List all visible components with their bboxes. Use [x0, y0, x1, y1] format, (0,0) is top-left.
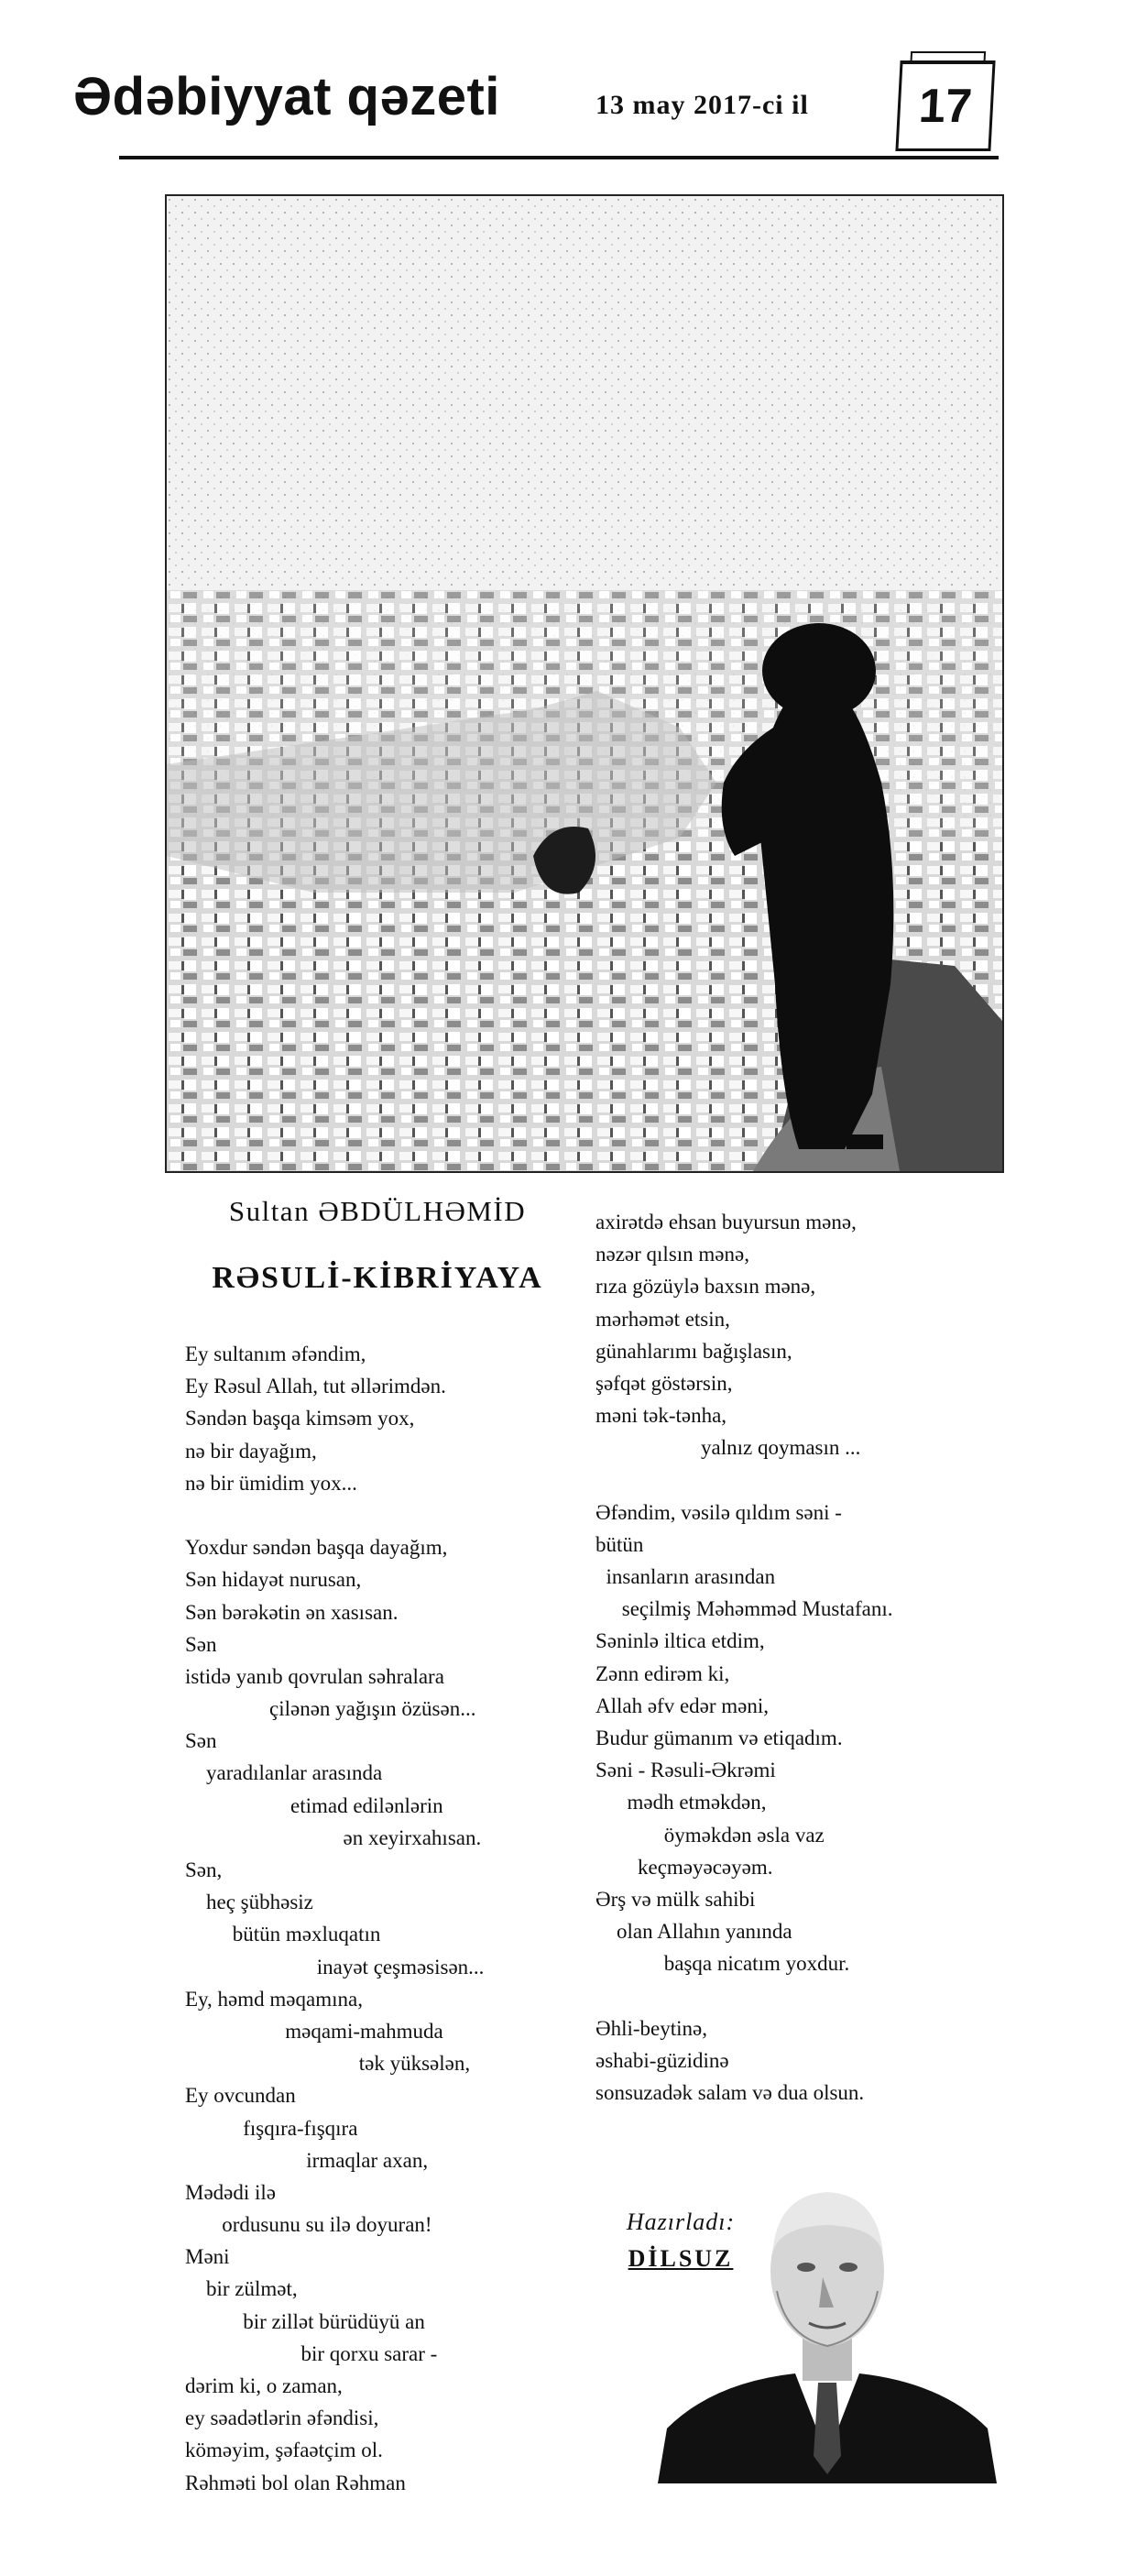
article-author: Sultan ƏBDÜLHƏMİD: [228, 1195, 527, 1227]
poem-line: [595, 1464, 999, 1496]
poem-line: Əfəndim, vəsilə qıldım səni -: [595, 1500, 842, 1524]
city-view-photo: [165, 194, 1004, 1173]
poem-line: nə bir dayağım,: [185, 1439, 317, 1463]
poem-line: yaradılanlar arasında: [185, 1761, 383, 1785]
poem-line: öyməkdən əsla vaz: [595, 1823, 825, 1847]
poem-left-column: [185, 1338, 570, 2499]
poem-line: olan Allahın yanında: [595, 1920, 792, 1944]
poem-line: ey səadətlərin əfəndisi,: [185, 2406, 379, 2430]
poem-line: nəzər qılsın mənə,: [595, 1243, 749, 1266]
poem-line: köməyim, şəfaətçim ol.: [185, 2439, 383, 2462]
poem-line: məqami-mahmuda: [185, 2019, 443, 2043]
poem-line: bir zillət bürüdüyü an: [185, 2309, 425, 2333]
portrait-illustration: [658, 2154, 997, 2483]
poem-line: çilənən yağışın özüsən...: [185, 1697, 476, 1721]
poem-line: Səninlə iltica etdim,: [595, 1629, 765, 1653]
poem-line: nə bir ümidim yox...: [185, 1471, 357, 1495]
poem-line: Ey ovcundan: [185, 2084, 296, 2108]
poem-line: ən xeyirxahısan.: [185, 1825, 482, 1849]
poem-line: yalnız qoymasın ...: [595, 1436, 861, 1460]
poem-line: Allah əfv edər məni,: [595, 1694, 770, 1717]
poem-right-column: [595, 1206, 999, 2109]
poem-line: bir zülmət,: [185, 2277, 298, 2301]
poem-line: etimad edilənlərin: [185, 1793, 443, 1817]
poem-line: sonsuzadək salam və dua olsun.: [595, 2081, 865, 2105]
translator-portrait: [658, 2154, 997, 2483]
poem-line: heç şübhəsiz: [185, 1891, 313, 1914]
page-number: 17: [917, 80, 974, 133]
issue-date: 13 may 2017-ci il: [595, 90, 809, 120]
poem-line: başqa nicatım yoxdur.: [595, 1952, 850, 1976]
poem-line: [185, 1499, 570, 1531]
poem-line: Ey sultanım əfəndim,: [185, 1343, 366, 1365]
newspaper-title: Ədəbiyyat qəzeti: [73, 67, 500, 126]
poem-line: bütün: [595, 1532, 644, 1556]
poem-line: Sən: [185, 1632, 217, 1656]
header-divider: [119, 156, 999, 159]
poem-line: [595, 1980, 999, 2012]
poem-line: Sən,: [185, 1858, 223, 1881]
poem-line: Məni: [185, 2245, 230, 2269]
poem-line: Ey Rəsul Allah, tut əllərimdən.: [185, 1375, 446, 1398]
poem-line: Rəhməti bol olan Rəhman: [185, 2471, 406, 2494]
poem-line: Sən hidayət nurusan,: [185, 1568, 362, 1592]
poem-line: ordusunu su ilə doyuran!: [185, 2213, 432, 2237]
poem-line: Sən: [185, 1729, 217, 1753]
poem-line: tək yüksələn,: [185, 2052, 471, 2076]
poem-line: Mədədi ilə: [185, 2180, 276, 2204]
poem-line: istidə yanıb qovrulan səhralara: [185, 1664, 444, 1688]
poem-line: əshabi-güzidinə: [595, 2048, 729, 2072]
poem-line: bütün məxluqatın: [185, 1923, 381, 1946]
poem-line: mədh etməkdən,: [595, 1791, 767, 1814]
poem-line: Sən bərəkətin ən xasısan.: [185, 1600, 399, 1624]
poem-line: Səni - Rəsuli-Əkrəmi: [595, 1759, 776, 1782]
poem-line: irmaqlar axan,: [185, 2148, 429, 2172]
prepared-by: [612, 2209, 749, 2273]
poem-line: məni tək-tənha,: [595, 1404, 727, 1428]
poem-title: RƏSULİ-KİBRİYAYA: [212, 1261, 543, 1295]
poem-line: Ərş və mülk sahibi: [595, 1887, 756, 1911]
poem-line: Budur gümanım və etiqadım.: [595, 1726, 843, 1749]
poem-line: keçməyəcəyəm.: [595, 1855, 773, 1879]
poem-line: dərim ki, o zaman,: [185, 2374, 343, 2397]
poem-line: inayət çeşməsisən...: [185, 1955, 485, 1979]
poem-line: Yoxdur səndən başqa dayağım,: [185, 1536, 448, 1560]
poem-line: rıza gözüylə baxsın mənə,: [595, 1275, 816, 1299]
newspaper-header: [73, 55, 1008, 154]
poem-line: şəfqət göstərsin,: [595, 1371, 733, 1395]
poem-line: günahlarımı bağışlasın,: [595, 1339, 792, 1363]
poem-line: mərhəmət etsin,: [595, 1307, 730, 1331]
poem-line: Ey, həmd məqamına,: [185, 1987, 363, 2011]
poem-line: seçilmiş Məhəmməd Mustafanı.: [595, 1597, 893, 1621]
poem-line: bir qorxu sarar -: [185, 2341, 438, 2365]
poem-line: Səndən başqa kimsəm yox,: [185, 1407, 415, 1431]
prepared-by-name: DİLSUZ: [628, 2245, 734, 2272]
prepared-by-label: Hazırladı:: [626, 2209, 736, 2235]
poem-line: Zənn edirəm ki,: [595, 1661, 730, 1685]
city-photo-illustration: [167, 196, 1002, 1171]
page-number-book-icon: [895, 60, 995, 151]
poem-line: insanların arasından: [595, 1565, 776, 1589]
poem-line: axirətdə ehsan buyursun mənə,: [595, 1211, 857, 1233]
poem-line: fışqıra-fışqıra: [185, 2116, 358, 2140]
poem-line: Əhli-beytinə,: [595, 2016, 707, 2040]
